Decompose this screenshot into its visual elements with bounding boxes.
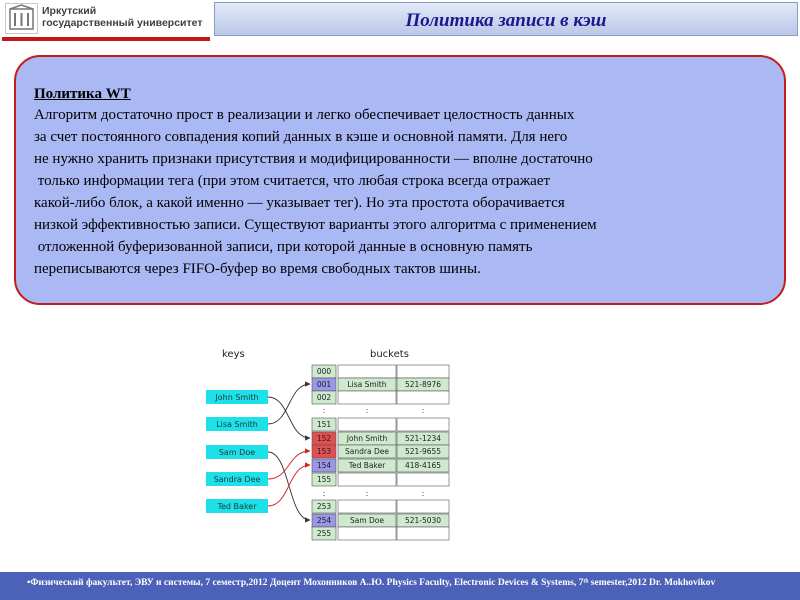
- bucket-name-cell: [338, 418, 396, 431]
- key-label: Ted Baker: [217, 502, 257, 511]
- bucket-index: :: [322, 406, 326, 415]
- text-line: низкой эффективностью записи. Существуют варианты этого алгоритма с применением: [34, 217, 597, 233]
- bucket-phone: :: [421, 489, 425, 498]
- text-line: только информации тега (при этом считается, что любая строка всегда отражает: [34, 173, 551, 189]
- bucket-phone: 521-1234: [404, 434, 442, 443]
- content-panel: [14, 55, 786, 305]
- bucket-phone-cell: [397, 473, 449, 486]
- text-line: переписываются через FIFO-буфер во время свободных тактов шины.: [34, 261, 481, 277]
- bucket-name-cell: [338, 500, 396, 513]
- logo-line-2: государственный университет: [42, 17, 203, 29]
- keys-label: keys: [222, 349, 245, 360]
- bucket-index: 154: [316, 461, 332, 470]
- text-line: за счет постоянного совпадения копий данных в кэше и основной памяти. Для него: [34, 129, 568, 145]
- hash-table-svg: [204, 340, 460, 548]
- university-emblem-icon: [5, 3, 38, 34]
- text-line: какой-либо блок, а какой именно — указывает тег). Но эта простота оборачивается: [34, 195, 565, 211]
- bucket-phone-cell: [397, 418, 449, 431]
- key-label: Sam Doe: [218, 448, 256, 457]
- logo-line-1: Иркутский: [42, 5, 97, 17]
- bucket-name: :: [365, 489, 369, 498]
- bucket-name-cell: [338, 527, 396, 540]
- hash-table-diagram: [204, 340, 460, 548]
- bucket-phone: :: [421, 406, 425, 415]
- section-heading: Политика WT: [34, 86, 131, 102]
- bucket-name: Sandra Dee: [345, 447, 389, 456]
- bucket-phone-cell: [397, 500, 449, 513]
- text-line: не нужно хранить признаки присутствия и модифицированности — вполне достаточно: [34, 151, 593, 167]
- footer-bar: [0, 572, 800, 600]
- bucket-index: 152: [316, 434, 332, 443]
- bucket-phone-cell: [397, 527, 449, 540]
- bucket-index: 001: [316, 380, 332, 389]
- hash-arrow: [268, 451, 310, 479]
- bucket-phone: 418-4165: [404, 461, 442, 470]
- bucket-index: 002: [316, 393, 332, 402]
- bucket-phone: 521-9655: [404, 447, 442, 456]
- bucket-phone: 521-8976: [404, 380, 442, 389]
- title-bar: [214, 2, 798, 36]
- slide-title: Политика записи в кэш: [405, 10, 607, 31]
- logo-underline: [2, 37, 210, 41]
- key-label: John Smith: [215, 393, 259, 402]
- bucket-name-cell: [338, 365, 396, 378]
- hash-arrow: [268, 465, 310, 506]
- bucket-phone: 521-5030: [404, 516, 442, 525]
- university-name: [42, 5, 203, 29]
- bucket-index: 000: [316, 367, 332, 376]
- university-logo: [2, 2, 210, 38]
- bucket-index: 253: [316, 502, 332, 511]
- bucket-index: 254: [316, 516, 332, 525]
- bucket-index: 155: [316, 475, 332, 484]
- text-line: Алгоритм достаточно прост в реализации и легко обеспечивает целостность данных: [34, 107, 575, 123]
- bucket-name: John Smith: [346, 434, 388, 443]
- bucket-name-cell: [338, 473, 396, 486]
- bucket-name: :: [365, 406, 369, 415]
- text-line: отложенной буферизованной записи, при которой данные в основную память: [34, 239, 533, 255]
- key-label: Lisa Smith: [216, 420, 258, 429]
- bucket-name-cell: [338, 391, 396, 404]
- buckets-label: buckets: [370, 349, 409, 360]
- bucket-index: 153: [316, 447, 332, 456]
- bucket-phone-cell: [397, 365, 449, 378]
- bucket-name: Sam Doe: [349, 516, 385, 525]
- bucket-name: Lisa Smith: [347, 380, 387, 389]
- bucket-phone-cell: [397, 391, 449, 404]
- bucket-name: Ted Baker: [348, 461, 386, 470]
- bucket-index: 151: [316, 420, 332, 429]
- footer-credits: •Физический факультет, ЭВУ и системы, 7 семестр,2012 Доцент Мохонников А..Ю. Physics Faculty, Electronic Devices & Systems, 7ᵗʰ semester,2012 Dr. Mokhovikov: [27, 578, 716, 588]
- key-label: Sandra Dee: [213, 475, 261, 484]
- bucket-index: 255: [316, 529, 332, 538]
- bucket-index: :: [322, 489, 326, 498]
